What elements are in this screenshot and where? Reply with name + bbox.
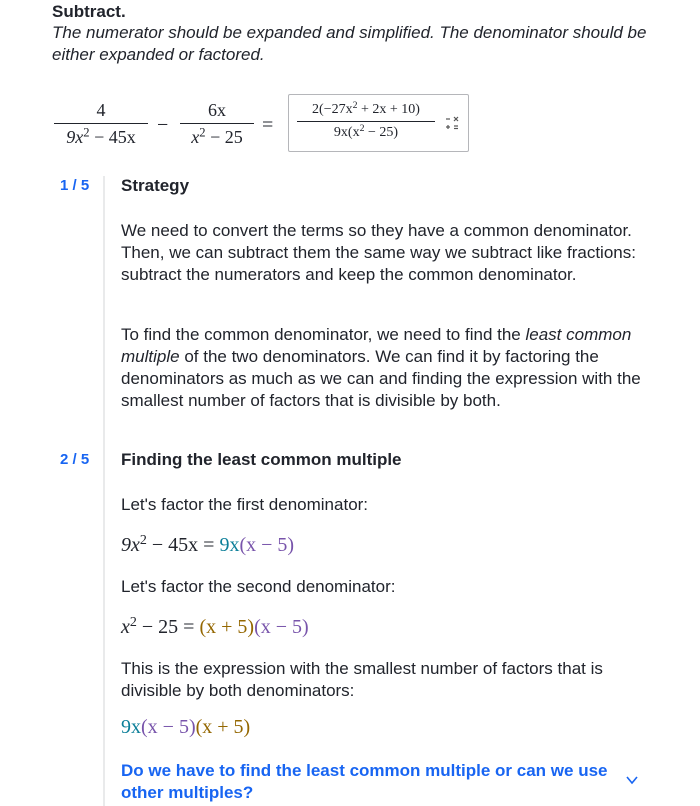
answer-denominator: $9x(x^2 - 25)$ [333,123,399,140]
step-paragraph: Let's factor the first denominator: [121,495,369,514]
step-paragraph: To find the common denominator, we need to find the least common multiple of the two denominators. We can find it by factoring the denominators as much as we can and finding the expression with the smallest number of factors that is divisible by both. [121,325,641,410]
hint-question-link[interactable]: Do we have to find the least common multiple or can we use other multiples? [121,761,608,802]
fraction-2-denominator: $x^2 - 25$ [191,125,243,147]
step-paragraph: Let's factor the second denominator: [121,577,396,596]
fraction-1 [54,97,148,150]
answer-input[interactable] [288,94,469,152]
step-title: Strategy [121,176,190,195]
step-paragraph: We need to convert the terms so they have a common denominator. Then, we can subtract them the same way we subtract like fractions: subtract the numerators and keep the common denominator. [121,221,636,284]
step-number: 2 / 5 [60,451,90,468]
equation-second-factor: $x^2 - 25 = (x + 5)(x - 5)$ [121,615,309,638]
equation-lcm: 9x(x − 5)(x + 5) [121,716,251,738]
problem-instructions: The numerator should be expanded and simplified. The denominator should be either expanded or factored. [52,23,647,64]
step-title: Finding the least common multiple [121,450,402,469]
minus-sign: − [157,114,169,136]
step-paragraph: This is the expression with the smallest number of factors that is divisible by both denominators: [121,659,603,700]
chevron-down-icon[interactable] [625,773,639,787]
fraction-2 [180,97,254,150]
problem-title: Subtract. [52,2,126,21]
answer-numerator: $2(-27x^2 + 2x + 10)$ [312,100,420,117]
fraction-2-numerator: 6x [208,100,226,120]
equation-first-factor: $9x^2 - 45x = 9x(x - 5)$ [121,533,295,556]
keypad-icon[interactable] [444,115,460,131]
hint-rail [103,176,105,806]
fraction-1-denominator: $9x^2 - 45x$ [66,125,136,147]
fraction-1-numerator: 4 [96,100,106,120]
step-number: 1 / 5 [60,177,90,194]
equals-sign: = [262,114,274,136]
answer-fraction [297,99,435,144]
